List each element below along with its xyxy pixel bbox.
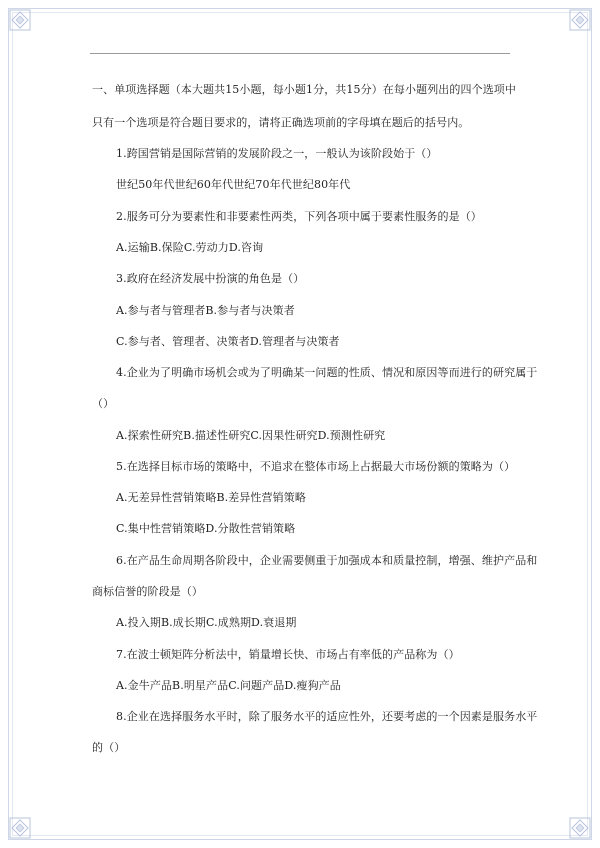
question-6-stem-continued: 商标信誉的阶段是（）	[92, 585, 203, 598]
question-4-stem-continued: （）	[92, 397, 115, 410]
question-6-options: A.投入期B.成长期C.成熟期D.衰退期	[116, 616, 297, 629]
question-3-options-2: C.参与者、管理者、决策者D.管理者与决策者	[116, 335, 340, 348]
section-heading-continued: 只有一个选项是符合题目要求的，请将正确选项前的字母填在题后的括号内。	[92, 116, 470, 129]
question-7-options: A.金牛产品B.明星产品C.问题产品D.瘦狗产品	[116, 679, 341, 692]
question-5-stem: 5.在选择目标市场的策略中，不追求在整体市场上占据最大市场份额的策略为（）	[116, 460, 516, 473]
question-5-options-1: A.无差异性营销策略B.差异性营销策略	[116, 491, 306, 504]
question-1-stem: 1.跨国营销是国际营销的发展阶段之一，一般认为该阶段始于（）	[116, 147, 438, 160]
question-8-stem-continued: 的（）	[92, 741, 126, 754]
section-heading: 一、单项选择题（本大题共15小题，每小题1分，共15分）在每小题列出的四个选项中	[92, 83, 516, 96]
header-rule	[90, 53, 510, 54]
question-4-stem: 4.企业为了明确市场机会或为了明确某一问题的性质、情况和原因等而进行的研究属于	[116, 366, 538, 379]
question-5-options-2: C.集中性营销策略D.分散性营销策略	[116, 522, 296, 535]
question-3-stem: 3.政府在经济发展中扮演的角色是（）	[116, 272, 305, 285]
corner-ornament-icon	[569, 9, 591, 31]
corner-ornament-icon	[569, 817, 591, 839]
question-2-options: A.运输B.保险C.劳动力D.咨询	[116, 241, 264, 254]
question-6-stem: 6.在产品生命周期各阶段中，企业需要侧重于加强成本和质量控制，增强、维护产品和	[116, 554, 538, 567]
corner-ornament-icon	[9, 817, 31, 839]
question-8-stem: 8.企业在选择服务水平时，除了服务水平的适应性外，还要考虑的一个因素是服务水平	[116, 710, 538, 723]
question-3-options-1: A.参与者与管理者B.参与者与决策者	[116, 304, 295, 317]
question-2-stem: 2.服务可分为要素性和非要素性两类，下列各项中属于要素性服务的是（）	[116, 210, 482, 223]
corner-ornament-icon	[9, 9, 31, 31]
question-1-options: 世纪50年代世纪60年代世纪70年代世纪80年代	[116, 178, 351, 191]
question-7-stem: 7.在波士顿矩阵分析法中，销量增长快、市场占有率低的产品称为（）	[116, 648, 460, 661]
question-4-options: A.探索性研究B.描述性研究C.因果性研究D.预测性研究	[116, 429, 386, 442]
